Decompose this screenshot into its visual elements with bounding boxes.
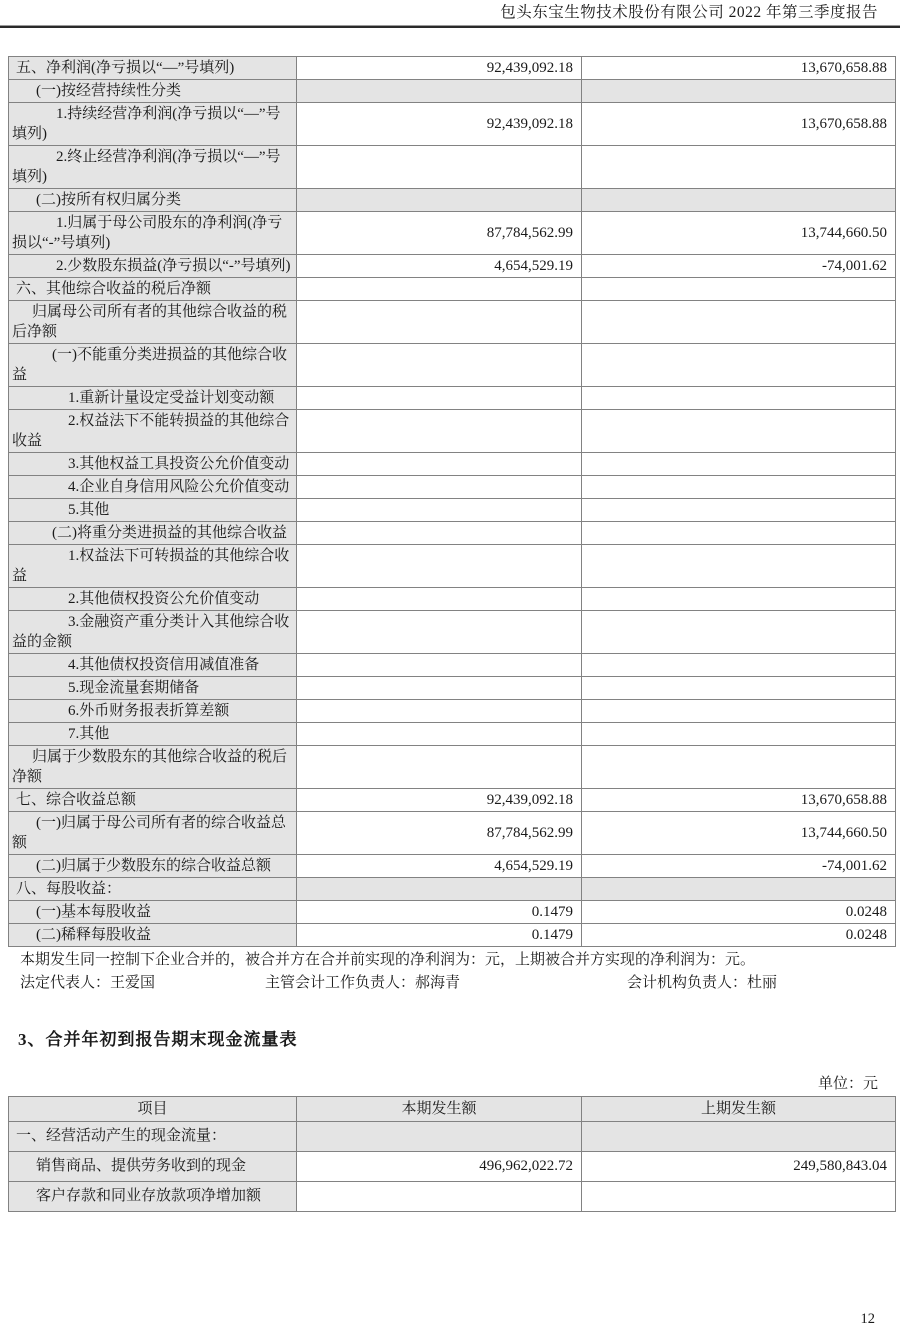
table-row <box>9 499 896 522</box>
table-row <box>9 522 896 545</box>
table-row <box>9 545 896 588</box>
current-period-value <box>297 1122 582 1152</box>
current-period-value <box>297 410 582 453</box>
current-period-value <box>297 588 582 611</box>
running-header-title: 包头东宝生物技术股份有限公司 2022 年第三季度报告 <box>500 4 878 21</box>
accounting-org-head: 会计机构负责人：杜丽 <box>627 975 778 991</box>
table-row <box>9 80 896 103</box>
table-row <box>9 1122 896 1152</box>
current-period-value <box>297 189 582 212</box>
section-heading-cash-flow: 3、合并年初到报告期末现金流量表 <box>18 1030 298 1049</box>
row-label: 八、每股收益： <box>9 878 297 901</box>
prior-period-value <box>582 146 896 189</box>
cash-flow-table <box>8 1096 896 1212</box>
row-label: 1.归属于母公司股东的净利润(净亏损以“-”号填列) <box>9 212 297 255</box>
row-label: (二)按所有权归属分类 <box>9 189 297 212</box>
income-statement-rows <box>9 57 896 947</box>
prior-period-value <box>582 723 896 746</box>
current-period-value: 87,784,562.99 <box>297 212 582 255</box>
prior-period-value <box>582 545 896 588</box>
merger-note: 本期发生同一控制下企业合并的，被合并方在合并前实现的净利润为：元，上期被合并方实现的净利润为：元。 <box>20 952 756 968</box>
row-label: (一)按经营持续性分类 <box>9 80 297 103</box>
prior-period-value <box>582 278 896 301</box>
prior-period-value: 13,670,658.88 <box>582 103 896 146</box>
table-row <box>9 723 896 746</box>
table-row <box>9 878 896 901</box>
row-label: 1.重新计量设定受益计划变动额 <box>9 387 297 410</box>
table-row <box>9 146 896 189</box>
prior-period-value <box>582 301 896 344</box>
current-period-value: 0.1479 <box>297 924 582 947</box>
prior-period-value <box>582 1122 896 1152</box>
row-label: (一)归属于母公司所有者的综合收益总额 <box>9 812 297 855</box>
prior-period-value <box>582 746 896 789</box>
current-period-value <box>297 1182 582 1212</box>
row-label: 2.少数股东损益(净亏损以“-”号填列) <box>9 255 297 278</box>
row-label: (一)基本每股收益 <box>9 901 297 924</box>
row-label: 5.现金流量套期储备 <box>9 677 297 700</box>
row-label: 3.其他权益工具投资公允价值变动 <box>9 453 297 476</box>
prior-period-value: -74,001.62 <box>582 855 896 878</box>
table-row <box>9 344 896 387</box>
table-row <box>9 812 896 855</box>
current-period-value: 87,784,562.99 <box>297 812 582 855</box>
table-row <box>9 677 896 700</box>
current-period-value: 4,654,529.19 <box>297 255 582 278</box>
signature-line <box>0 973 900 996</box>
current-period-value: 92,439,092.18 <box>297 789 582 812</box>
current-period-value <box>297 146 582 189</box>
cash-flow-table-header <box>9 1097 896 1122</box>
prior-period-value <box>582 1182 896 1212</box>
accounting-head: 主管会计工作负责人：郝海青 <box>265 975 461 991</box>
header-row <box>9 1097 896 1122</box>
current-period-value: 4,654,529.19 <box>297 855 582 878</box>
row-label: 一、经营活动产生的现金流量： <box>9 1122 297 1152</box>
table-row <box>9 901 896 924</box>
current-period-value <box>297 278 582 301</box>
row-label: 五、净利润(净亏损以“—”号填列) <box>9 57 297 80</box>
current-period-value <box>297 344 582 387</box>
table-row <box>9 476 896 499</box>
table-row <box>9 611 896 654</box>
current-period-value <box>297 723 582 746</box>
table-row <box>9 1152 896 1182</box>
current-period-value: 0.1479 <box>297 901 582 924</box>
table-row <box>9 1182 896 1212</box>
current-period-value <box>297 746 582 789</box>
prior-period-value: 13,744,660.50 <box>582 212 896 255</box>
row-label: 4.其他债权投资信用减值准备 <box>9 654 297 677</box>
row-label: 5.其他 <box>9 499 297 522</box>
current-period-value <box>297 654 582 677</box>
table-row <box>9 278 896 301</box>
prior-period-value <box>582 453 896 476</box>
prior-period-value <box>582 387 896 410</box>
table-row <box>9 789 896 812</box>
row-label: 2.终止经营净利润(净亏损以“—”号填列) <box>9 146 297 189</box>
row-label: 销售商品、提供劳务收到的现金 <box>9 1152 297 1182</box>
current-period-value: 92,439,092.18 <box>297 103 582 146</box>
prior-period-value <box>582 654 896 677</box>
prior-period-value: 13,670,658.88 <box>582 789 896 812</box>
table-row <box>9 453 896 476</box>
row-label: (二)稀释每股收益 <box>9 924 297 947</box>
prior-period-value: 0.0248 <box>582 901 896 924</box>
prior-period-value <box>582 878 896 901</box>
prior-period-value <box>582 189 896 212</box>
prior-period-value <box>582 677 896 700</box>
table-row <box>9 301 896 344</box>
row-label: 1.持续经营净利润(净亏损以“—”号填列) <box>9 103 297 146</box>
current-period-value <box>297 522 582 545</box>
prior-period-value <box>582 476 896 499</box>
row-label: 7.其他 <box>9 723 297 746</box>
current-period-value: 92,439,092.18 <box>297 57 582 80</box>
column-header-item: 项目 <box>9 1097 297 1122</box>
row-label: (一)不能重分类进损益的其他综合收益 <box>9 344 297 387</box>
prior-period-value <box>582 499 896 522</box>
current-period-value <box>297 545 582 588</box>
row-label: (二)归属于少数股东的综合收益总额 <box>9 855 297 878</box>
prior-period-value: 13,744,660.50 <box>582 812 896 855</box>
prior-period-value: 0.0248 <box>582 924 896 947</box>
page-number: 12 <box>860 1311 875 1327</box>
current-period-value: 496,962,022.72 <box>297 1152 582 1182</box>
current-period-value <box>297 301 582 344</box>
table-row <box>9 103 896 146</box>
row-label: 6.外币财务报表折算差额 <box>9 700 297 723</box>
current-period-value <box>297 700 582 723</box>
prior-period-value: 13,670,658.88 <box>582 57 896 80</box>
row-label: 4.企业自身信用风险公允价值变动 <box>9 476 297 499</box>
prior-period-value <box>582 410 896 453</box>
prior-period-value <box>582 344 896 387</box>
table-row <box>9 654 896 677</box>
header-double-rule <box>0 25 900 28</box>
prior-period-value <box>582 611 896 654</box>
current-period-value <box>297 499 582 522</box>
row-label: (二)将重分类进损益的其他综合收益 <box>9 522 297 545</box>
legal-representative: 法定代表人：王爱国 <box>20 975 156 991</box>
cash-flow-rows <box>9 1122 896 1212</box>
row-label: 六、其他综合收益的税后净额 <box>9 278 297 301</box>
column-header-current-period: 本期发生额 <box>297 1097 582 1122</box>
unit-label: 单位：元 <box>817 1076 878 1092</box>
row-label: 归属母公司所有者的其他综合收益的税后净额 <box>9 301 297 344</box>
table-row <box>9 57 896 80</box>
row-label: 客户存款和同业存放款项净增加额 <box>9 1182 297 1212</box>
row-label: 归属于少数股东的其他综合收益的税后净额 <box>9 746 297 789</box>
table-row <box>9 700 896 723</box>
prior-period-value <box>582 80 896 103</box>
income-statement-table <box>8 56 896 947</box>
current-period-value <box>297 453 582 476</box>
current-period-value <box>297 611 582 654</box>
row-label: 七、综合收益总额 <box>9 789 297 812</box>
table-row <box>9 855 896 878</box>
table-row <box>9 410 896 453</box>
current-period-value <box>297 387 582 410</box>
prior-period-value: -74,001.62 <box>582 255 896 278</box>
table-row <box>9 189 896 212</box>
prior-period-value <box>582 700 896 723</box>
prior-period-value: 249,580,843.04 <box>582 1152 896 1182</box>
row-label: 2.其他债权投资公允价值变动 <box>9 588 297 611</box>
row-label: 2.权益法下不能转损益的其他综合收益 <box>9 410 297 453</box>
column-header-prior-period: 上期发生额 <box>582 1097 896 1122</box>
row-label: 1.权益法下可转损益的其他综合收益 <box>9 545 297 588</box>
current-period-value <box>297 476 582 499</box>
table-row <box>9 924 896 947</box>
current-period-value <box>297 677 582 700</box>
table-row <box>9 746 896 789</box>
prior-period-value <box>582 522 896 545</box>
row-label: 3.金融资产重分类计入其他综合收益的金额 <box>9 611 297 654</box>
table-row <box>9 387 896 410</box>
current-period-value <box>297 80 582 103</box>
current-period-value <box>297 878 582 901</box>
table-row <box>9 255 896 278</box>
prior-period-value <box>582 588 896 611</box>
table-row <box>9 212 896 255</box>
table-row <box>9 588 896 611</box>
